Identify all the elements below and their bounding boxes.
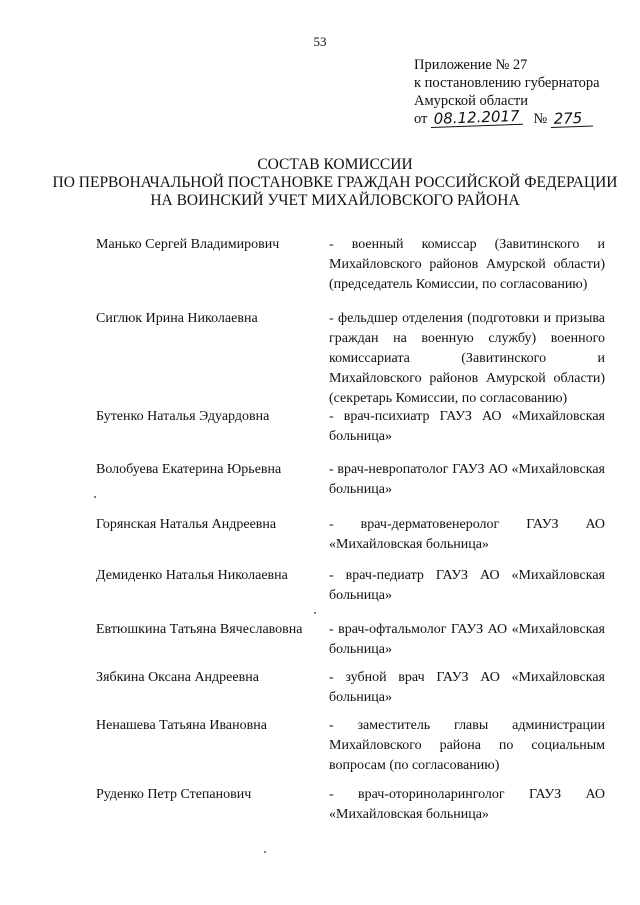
member-role: - врач-дерматовенеролог ГАУЗ АО «Михайловская больница» [329, 517, 605, 552]
scan-speck [314, 612, 316, 614]
date-prefix: от [414, 111, 428, 127]
member-name: Сиглюк Ирина Николаевна [96, 311, 258, 326]
handwritten-date: 08.12.2017 [431, 108, 524, 128]
member-role: - заместитель главы администрации Михайловского района по социальным вопросам (по согласованию) [329, 718, 605, 773]
member-name: Манько Сергей Владимирович [96, 237, 280, 252]
member-role: - зубной врач ГАУЗ АО «Михайловская больница» [329, 670, 605, 705]
page-number: 53 [313, 34, 327, 49]
appendix-title: Приложение № 27 [414, 57, 528, 73]
member-name: Горянская Наталья Андреевна [96, 517, 277, 532]
title-line-3: НА ВОИНСКИЙ УЧЕТ МИХАЙЛОВСКОГО РАЙОНА [150, 192, 520, 209]
member-role: - врач-психиатр ГАУЗ АО «Михайловская больница» [329, 409, 605, 444]
document-title [40, 156, 630, 210]
appendix-block [414, 56, 600, 128]
scan-speck [264, 851, 266, 853]
handwritten-number: 275 [551, 110, 594, 128]
member-name: Зябкина Оксана Андреевна [96, 670, 259, 685]
title-line-1: СОСТАВ КОМИССИИ [257, 156, 413, 173]
member-name: Демиденко Наталья Николаевна [96, 568, 288, 583]
member-name: Бутенко Наталья Эдуардовна [96, 409, 270, 424]
member-role: - фельдшер отделения (подготовки и призыва граждан на военную службу) военного комиссариата (Завитинского и Михайловского районов Амурской области) (секретарь Комиссии, по согласованию) [329, 311, 605, 406]
scan-speck [94, 496, 96, 498]
title-line-2: ПО ПЕРВОНАЧАЛЬНОЙ ПОСТАНОВКЕ ГРАЖДАН РОССИЙСКОЙ ФЕДЕРАЦИИ [52, 174, 618, 191]
member-name: Волобуева Екатерина Юрьевна [96, 462, 282, 477]
member-name: Евтюшкина Татьяна Вячеславовна [96, 622, 303, 637]
appendix-date-line [414, 106, 600, 128]
appendix-region: Амурской области [414, 93, 528, 109]
member-role: - врач-офтальмолог ГАУЗ АО «Михайловская больница» [329, 622, 605, 657]
member-name: Руденко Петр Степанович [96, 787, 252, 802]
member-name: Ненашева Татьяна Ивановна [96, 718, 267, 733]
member-role: - врач-педиатр ГАУЗ АО «Михайловская больница» [329, 568, 605, 603]
member-role: - врач-оториноларинголог ГАУЗ АО «Михайловская больница» [329, 787, 605, 822]
member-role: - врач-невропатолог ГАУЗ АО «Михайловская больница» [329, 462, 605, 497]
appendix-decree-ref: к постановлению губернатора [414, 75, 600, 91]
member-role: - военный комиссар (Завитинского и Михайловского районов Амурской области) (председатель Комиссии, по согласованию) [329, 237, 605, 292]
number-label: № [533, 111, 548, 127]
